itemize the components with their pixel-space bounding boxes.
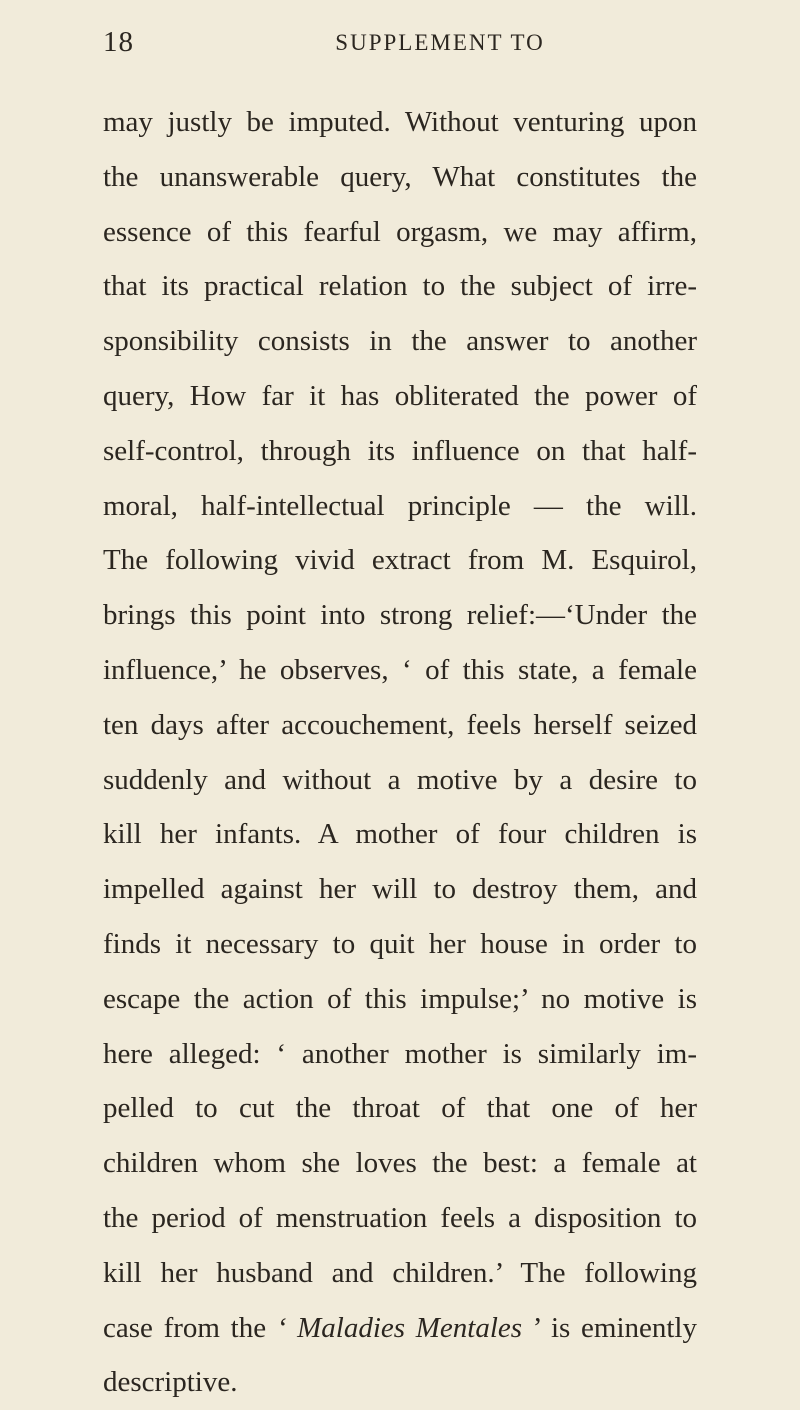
- text-segment: case from the: [103, 1311, 277, 1344]
- text-line: impelled against her will to destroy them, and: [103, 873, 697, 906]
- running-head: SUPPLEMENT TO: [335, 30, 545, 55]
- text-line: finds it necessary to quit her house in order to: [103, 927, 697, 960]
- text-line: self-control, through its influence on that half-: [103, 434, 697, 467]
- text-line: here alleged: ‘ another mother is similarly im-: [103, 1037, 697, 1070]
- text-line: essence of this fearful orgasm, we may affirm,: [103, 215, 697, 248]
- text-line: ten days after accouchement, feels herself seized: [103, 708, 697, 741]
- italic-book-title: ‘ Maladies Mentales: [276, 1311, 523, 1344]
- text-line-with-italic-title: [103, 1301, 697, 1356]
- text-line: query, How far it has obliterated the power of: [103, 379, 697, 412]
- text-line: may justly be imputed. Without venturing upon: [103, 106, 697, 138]
- text-line: the unanswerable query, What constitutes the: [103, 160, 697, 193]
- text-line: The following vivid extract from M. Esquirol,: [103, 544, 697, 577]
- page-header: [0, 26, 800, 66]
- text-line: influence,’ he observes, ‘ of this state, a female: [103, 653, 697, 686]
- text-line: that its practical relation to the subject of irre-: [103, 270, 697, 303]
- text-line: brings this point into strong relief:—‘Under the: [103, 599, 697, 632]
- body-text: [103, 95, 697, 1410]
- text-line: suddenly and without a motive by a desire to: [103, 763, 697, 796]
- text-line: children whom she loves the best: a female at: [103, 1147, 697, 1180]
- text-line: kill her infants. A mother of four children is: [103, 818, 697, 851]
- text-segment: ’ is eminently: [522, 1311, 697, 1344]
- text-line: the period of menstruation feels a disposition to: [103, 1201, 697, 1234]
- text-line: sponsibility consists in the answer to another: [103, 325, 697, 358]
- text-line: moral, half-intellectual principle — the will.: [103, 489, 697, 522]
- text-line: kill her husband and children.’ The following: [103, 1256, 697, 1289]
- text-line: descriptive.: [103, 1366, 238, 1399]
- page-number: 18: [103, 26, 134, 58]
- text-line: pelled to cut the throat of that one of her: [103, 1092, 697, 1125]
- text-line: escape the action of this impulse;’ no motive is: [103, 982, 697, 1015]
